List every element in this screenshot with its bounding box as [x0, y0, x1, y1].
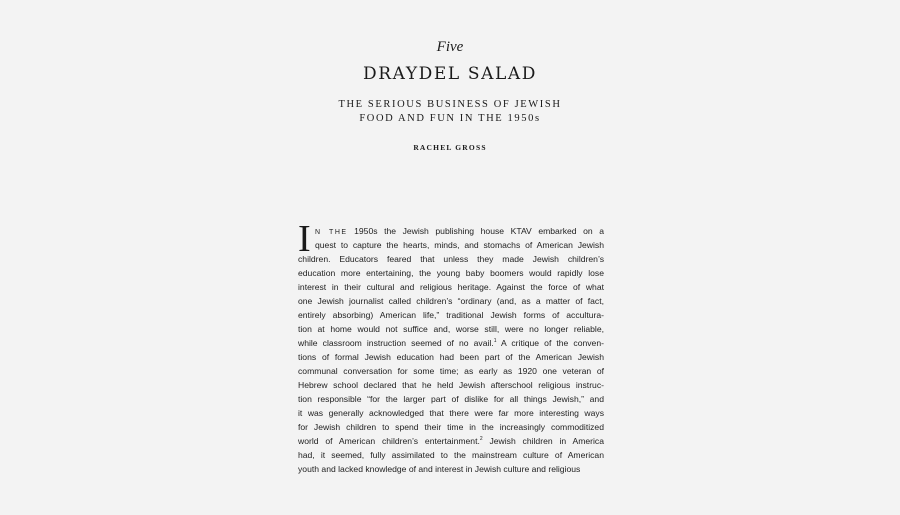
text-line: quest to capture the hearts, minds, and stomachs of American Jewish	[315, 240, 604, 250]
text-line	[298, 434, 604, 448]
text-line: entirely absorbing) American life,” traditional Jewish forms of accultura-	[298, 310, 604, 320]
text-line-content: 1950s the Jewish publishing house KTAV embarked on a	[347, 226, 604, 236]
text-line: it was generally acknowledged that there were far more interesting ways	[298, 408, 604, 418]
footnote-marker: 1	[493, 338, 497, 345]
subtitle-line-2: FOOD AND FUN IN THE 1950s	[359, 113, 541, 124]
subtitle-line-1: THE SERIOUS BUSINESS OF JEWISH	[338, 99, 562, 110]
text-line-content: while classroom instruction seemed of no avail.	[298, 338, 494, 348]
text-line: youth and lacked knowledge of and interest in Jewish culture and religious	[298, 464, 581, 474]
text-line-content: Jewish children in America	[482, 436, 604, 446]
text-line: children. Educators feared that unless they made Jewish children’s	[298, 254, 604, 264]
text-line: for Jewish children to spend their time in the increasingly commoditized	[298, 422, 604, 432]
footnote-marker: 2	[479, 436, 483, 443]
text-line: tion at home would not suffice and, worse still, were no longer reliable,	[298, 324, 604, 334]
chapter-title: DRAYDEL SALAD	[363, 64, 537, 84]
author-name: RACHEL GROSS	[413, 143, 487, 152]
text-line: tions of formal Jewish education had been part of the American Jewish	[298, 352, 604, 362]
drop-cap: I	[298, 218, 311, 260]
opening-smallcaps: N THE	[315, 229, 348, 236]
text-line	[298, 336, 604, 350]
text-line	[298, 224, 604, 238]
text-line-content: A critique of the conven-	[496, 338, 604, 348]
text-line: education more entertaining, the young baby boomers would rapidly lose	[298, 268, 604, 278]
text-line: tion responsible “for the larger part of dislike for all things Jewish,” and	[298, 394, 604, 404]
text-line: had, it seemed, fully assimilated to the mainstream culture of American	[298, 450, 604, 460]
body-paragraph	[298, 218, 604, 476]
text-line: one Jewish journalist called children’s “ordinary (and, as a matter of fact,	[298, 296, 604, 306]
text-line: Hebrew school declared that he held Jewish afterschool religious instruc-	[298, 380, 604, 390]
text-line: interest in their cultural and religious heritage. Against the force of what	[298, 282, 604, 292]
chapter-number: Five	[436, 39, 464, 55]
chapter-subtitle	[0, 98, 900, 126]
text-line-content: world of American children’s entertainment.	[298, 436, 480, 446]
text-line: communal conversation for some time; as early as 1920 one veteran of	[298, 366, 604, 376]
